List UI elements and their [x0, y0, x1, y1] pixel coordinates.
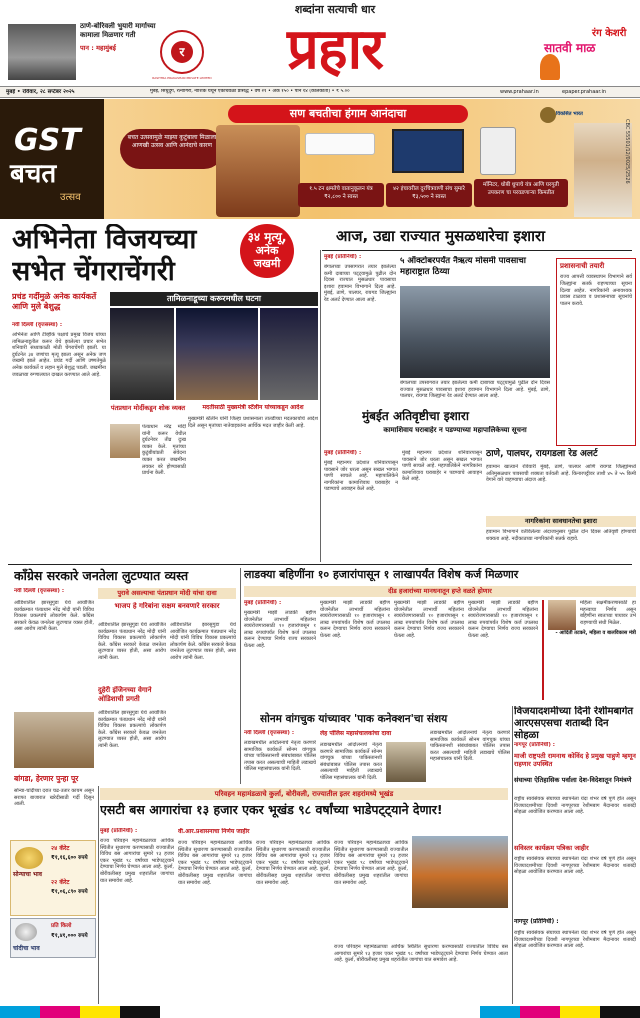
edition-line: मुंबई • रविवार, २८ सप्टेंबर २०२५: [6, 89, 75, 95]
gold-coin-icon: [15, 847, 43, 869]
wangchuk-body-3: लडाखमधील आंदोलनाचे नेतृत्व करणारे सामाजिक कार्यकर्ते सोनम वांगचुक यांच्या पाकिस्तानशी संबंधांबाबत पोलिस तपास करत असल्याची माहिती लडाखचे पोलिस महासंचालक यांनी दिली.: [430, 730, 510, 763]
congress-body-2: ओडिशातील झारसुगुडा येथे आयोजित कार्यक्रमात पंतप्रधान नरेंद्र मोदी यांनी विविध विकास प्रकल्पांचे लोकार्पण केले. काँग्रेस सरकारे केवळ जनतेला लुटण्यात व्यस्त होती, असा आरोप त्यांनी केला.: [98, 622, 166, 661]
product3-label: मॉनिटर, धोबी धुपाचे यंत्र आणि घरगुती उपकरण चा परवडणाऱ्या किमतीत: [474, 179, 568, 207]
sidebar-notice: [556, 258, 636, 446]
modi-speech-photo: [14, 712, 94, 768]
ladki-body-2: मुख्यमंत्री माझी लाडकी बहीण योजनेतील लाभार्थी महिलांना स्वयंरोजगारासाठी १० हजारांपासून १ लाख रुपयांपर्यंत विशेष कर्ज उपलब्ध करून देण्याचा निर्णय राज्य सरकारने घेतला आहे.: [320, 600, 390, 639]
bus-body-5: राज्य परिवहन महामंडळाच्या आर्थिक स्थितीत सुधारणा करण्यासाठी राज्यातील विविध बस आगारांचा सुमारे १३ हजार एकर भूखंड ९८ वर्षांच्या भाडेपट्ट्याने देण्याचा निर्णय घेण्यात आला आहे. कुर्ला, बोरीवलीसह प्रमुख शहरांतील जागांचा यात समावेश आहे.: [334, 944, 508, 964]
minister-photo: [548, 600, 576, 630]
vijay-strip: तामिळनाडूच्या करूरमधील घटना: [110, 292, 318, 306]
red-alert-box-body: हवामान विभागाने वर्तविलेल्या अंदाजानुसार पुढील दोन दिवस अतिवृष्टी होण्याची शक्यता आहे. नदीकाठच्या नागरिकांनी सतर्क राहावे.: [486, 529, 636, 542]
rss-sub-title: नागपूर (प्रतिनिधी) :: [514, 918, 559, 925]
gold-carat: २४ कॅरेट: [51, 845, 70, 852]
ladki-headline[interactable]: लाडक्या बहिणींना १० हजारांपासून १ लाखापर्यंत विशेष कर्ज मिळणार: [244, 568, 519, 581]
vijay-box1-body: पंतप्रधान नरेंद्र मोदी यांनी करूर येथील दुर्घटनेवर तीव्र दुःख व्यक्त केले. मृतांच्या कुटुंबीयांप्रती संवेदना व्यक्त करत जखमींना लवकर बरे होण्यासाठी प्रार्थना केली.: [142, 424, 186, 477]
rain-headline[interactable]: आज, उद्या राज्यात मुसळधारेचा इशारा: [336, 227, 545, 245]
gov-emblem: [540, 107, 556, 123]
ad-code: CBC 55501/12/0025/2526: [624, 119, 630, 184]
product2-label: ४२ इंचावरील दूरचित्रवाणी संच सुमारे ₹३,५०० ने स्वस्त: [386, 183, 472, 207]
promo-dancer-icon: [540, 54, 560, 80]
washer-image: [480, 127, 516, 175]
red-alert-headline[interactable]: ठाणे, पालघर, रायगडला रेड अलर्ट: [486, 449, 598, 459]
epaper-link[interactable]: epaper.prahaar.in: [562, 89, 607, 95]
masthead: [0, 0, 640, 94]
color-bar-magenta: [40, 1006, 80, 1018]
wangchuk-photo: [386, 742, 426, 782]
rain-body: बंगालच्या उपसागरात तयार झालेल्या कमी दाबाच्या पट्ट्यामुळे पुढील दोन दिवस राज्यात मुसळधार पावसाचा इशारा हवामान विभागाने दिला आहे. मुंबई, ठाणे, पालघर, रायगड जिल्ह्यांना रेड अलर्ट देण्यात आला आहे.: [324, 264, 396, 303]
rss-sub1: माजी राष्ट्रपती रामनाथ कोविंद हे प्रमुख पाहुणे म्हणून राहणार उपस्थित: [514, 752, 636, 768]
cities-line: मुंबई, सिंधुदुर्ग, रत्नागिरी, नाशिक येथून एकाचवेळी प्रसिद्ध • वर्ष २१ • अंक १५० • पाने १४ (कोलकाता) • ₹ ५.००: [150, 89, 350, 94]
gold-carat2: २२ कॅरेट: [51, 879, 70, 886]
market-body: सोन्या-चांदीच्या दरात चढ-उतार कायम असून सराफा बाजारात खरेदीसाठी गर्दी दिसून आली.: [14, 788, 94, 808]
ladki-quote-author: - आदिती तटकरे, महिला व बालविकास मंत्री: [555, 630, 636, 637]
rss-sub2: संघाच्या ऐतिहासिक पर्वाला देश-विदेशातून निमंत्रणे: [514, 776, 632, 784]
right-promo: [540, 24, 636, 86]
wangchuk-body-2: लडाखमधील आंदोलनाचे नेतृत्व करणारे सामाजिक कार्यकर्ते सोनम वांगचुक यांच्या पाकिस्तानशी संबंधांबाबत पोलिस तपास करत असल्याची माहिती लडाखचे पोलिस महासंचालक यांनी दिली.: [320, 742, 382, 781]
wangchuk-headline[interactable]: सोनम वांगचुक यांच्यावर 'पाक कनेक्शन'चा संशय: [260, 713, 448, 725]
gst-ad-banner[interactable]: [0, 99, 640, 219]
left-teaser-page-ref: पान : महामुंबई: [80, 44, 116, 52]
gst-block: [0, 99, 104, 219]
bus-dateline: मुंबई (प्रतिनिधी) :: [100, 828, 138, 834]
silver-unit: प्रति किलो: [51, 923, 72, 929]
congress-sub2: दुहेरी इंजिनच्या वेगाने ओडिशाची प्रगती: [98, 686, 152, 703]
promo-line1: सातवी माळ: [544, 41, 596, 55]
left-teaser-photo: [8, 24, 76, 80]
congress-body: ओडिशातील झारसुगुडा येथे आयोजित कार्यक्रमात पंतप्रधान नरेंद्र मोदी यांनी विविध विकास प्रकल्पांचे लोकार्पण केले. काँग्रेस सरकारे केवळ जनतेला लुटण्यात व्यस्त होती, असा आरोप त्यांनी केला.: [14, 600, 94, 633]
sidebar-title: प्रशासनाची तयारी: [560, 262, 605, 270]
promo-line2: रंग केशरी: [592, 28, 627, 39]
ladki-body-4: मुख्यमंत्री माझी लाडकी बहीण योजनेतील लाभार्थी महिलांना स्वयंरोजगारासाठी १० हजारांपासून १ लाख रुपयांपर्यंत विशेष कर्ज उपलब्ध करून देण्याचा निर्णय राज्य सरकारने घेतला आहे.: [468, 600, 538, 639]
website-link[interactable]: www.prahaar.in: [500, 89, 539, 95]
congress-strip: पुरावे असल्याचा पंतप्रधान मोदी यांचा दावा: [98, 588, 236, 599]
rain-dateline: मुंबई (प्रतिनिधी) :: [324, 254, 362, 260]
ladki-quote: महिला सक्षमीकरणासाठी हा महत्त्वाचा निर्णय असून बहिणींना स्वतःच्या पायावर उभे राहण्याची संधी मिळेल.: [580, 600, 636, 626]
ad-headline: सण बचतीचा हंगाम आनंदाचा: [228, 105, 468, 123]
bus-body-3: राज्य परिवहन महामंडळाच्या आर्थिक स्थितीत सुधारणा करण्यासाठी राज्यातील विविध बस आगारांचा सुमारे १३ हजार एकर भूखंड ९८ वर्षांच्या भाडेपट्ट्याने देण्याचा निर्णय घेण्यात आला आहे. कुर्ला, बोरीवलीसह प्रमुख शहरांतील जागांचा यात समावेश आहे.: [256, 840, 330, 886]
vijay-box2-body: मुख्यमंत्री स्टॅलीन यांनी जिल्हा प्रशासनाला तातडीच्या मदतकार्याचे आदेश दिले असून मृतांच्या नातेवाइकांना आर्थिक मदत जाहीर केली आहे.: [188, 416, 318, 429]
gold-label: सोन्याचा भाव: [13, 871, 42, 878]
color-bar-magenta-2: [520, 1006, 560, 1018]
bus-headline[interactable]: एसटी बस आगारांचा १३ हजार एकर भूखंड ९८ वर्षांच्या भाडेपट्ट्याने देणार!: [100, 802, 443, 817]
market-title: बांगडा, हेरणार पुन्हा पूर: [14, 774, 79, 783]
gst-sub2: उत्सव: [60, 192, 81, 203]
ladki-quote-box: [542, 600, 636, 700]
vijay-dateline: नवी दिल्ली (वृत्तसंस्था) :: [12, 322, 63, 328]
gold-box: [10, 840, 96, 916]
red-alert-body: हवामान खात्याने रविवारी मुंबई, ठाणे, पालघर आणि रायगड जिल्ह्यांमध्ये अतिमुसळधार पावसाची शक्यता वर्तवली आहे. किनारपट्टीवर ताशी ४५ ते ५५ किमी वेगाने वारे वाहण्याचा अंदाज आहे.: [486, 464, 636, 484]
badge-line2: अनेक: [255, 244, 279, 257]
masthead-tagline: शब्दांना सत्याची धार: [294, 3, 376, 16]
wangchuk-body: लडाखमधील आंदोलनाचे नेतृत्व करणारे सामाजिक कार्यकर्ते सोनम वांगचुक यांच्या पाकिस्तानशी संबंधांबाबत पोलिस तपास करत असल्याची माहिती लडाखचे पोलिस महासंचालक यांनी दिली.: [244, 740, 316, 773]
rain-photo-caption: ५ ऑक्टोबरपर्यंत नैऋत्य मोसमी पावसाचा महाराष्ट्रात ठिय्या: [400, 256, 526, 277]
vijay-body: अभिनेता आणि टीव्हीके पक्षाचे प्रमुख विजय यांच्या तामिळनाडूतील करूर येथे झालेल्या प्रचार सभेत शनिवारी संध्याकाळी मोठी चेंगराचेंगरी झाली. या दुर्घटनेत ३४ जणांचा मृत्यू झाला असून अनेक जण जखमी झाले आहेत. प्रचंड गर्दी आणि उष्णतेमुळे अनेक कार्यकर्ते व लहान मुले बेशुद्ध पडली. जखमींना जवळच्या रुग्णालयात दाखल करण्यात आले आहे.: [12, 332, 106, 378]
silver-label: चांदीचा भाव: [13, 945, 40, 952]
gov-tag: विकसित भारत: [556, 111, 583, 117]
bus-depot-photo: [412, 836, 508, 908]
red-alert-box-title: नागरिकांना सावधानतेचा इशारा: [486, 516, 636, 527]
congress-body-3: ओडिशातील झारसुगुडा येथे आयोजित कार्यक्रमात पंतप्रधान नरेंद्र मोदी यांनी विविध विकास प्रकल्पांचे लोकार्पण केले. काँग्रेस सरकारे केवळ जनतेला लुटण्यात व्यस्त होती, असा आरोप त्यांनी केला.: [98, 710, 166, 749]
silver-box: [10, 918, 96, 958]
gst-title: GST: [14, 123, 81, 158]
vijay-badge: [240, 224, 294, 278]
ac-unit-image: [305, 133, 375, 155]
bus-body: राज्य परिवहन महामंडळाच्या आर्थिक स्थितीत सुधारणा करण्यासाठी राज्यातील विविध बस आगारांचा सुमारे १३ हजार एकर भूखंड ९८ वर्षांच्या भाडेपट्ट्याने देण्याचा निर्णय घेण्यात आला आहे. कुर्ला, बोरीवलीसह प्रमुख शहरांतील जागांचा यात समावेश आहे.: [100, 838, 174, 884]
color-bar-black-2: [600, 1006, 640, 1018]
ladki-dateline: मुंबई (प्रतिनिधी) :: [244, 600, 282, 606]
modi-thumbnail: [110, 424, 140, 458]
rss-body-2: राष्ट्रीय स्वयंसेवक संघाच्या स्थापनेला यंदा शंभर वर्षे पूर्ण होत असून विजयादशमीच्या दिवशी नागपूरच्या रेशीमबाग मैदानावर शताब्दी सोहळा आयोजित करण्यात आला आहे.: [514, 856, 636, 876]
bus-kicker: परिवहन महामंडळाचे कुर्ला, बोरीवली, राज्यातील इतर शहरांमध्ये भूखंड: [100, 788, 508, 800]
mumbai-alert-headline[interactable]: मुंबईत अतिवृष्टीचा इशारा: [362, 409, 469, 423]
mumbai-alert-body-2: मुंबई महानगर प्रदेशात शनिवारपासून पावसाने जोर धरला असून सखल भागात पाणी साचले आहे. महापालिकेने नागरिकांना कामाशिवाय घराबाहेर न पडण्याचे आवाहन केले आहे.: [402, 450, 482, 483]
vijay-subhead: प्रचंड गर्दीमुळे अनेक कार्यकर्ते आणि मुले बेशुद्ध: [12, 292, 97, 311]
vijay-photo-right: [260, 308, 318, 400]
color-bar-cyan: [0, 1006, 40, 1018]
ladki-strip: दीड हजारांच्या मानधनातून हप्ते वळते होणार: [244, 586, 636, 597]
badge-line3: जखमी: [253, 257, 281, 270]
congress-sub1: भाजप हे गरिबांना सक्षम बनवणारे सरकार: [114, 602, 220, 610]
edition-bar: [0, 86, 640, 98]
color-bar-yellow-2: [560, 1006, 600, 1018]
publisher-seal: र: [160, 30, 204, 74]
mumbai-alert-body: मुंबई महानगर प्रदेशात शनिवारपासून पावसाने जोर धरला असून सखल भागात पाणी साचले आहे. महापालिकेने नागरिकांना कामाशिवाय घराबाहेर न पडण्याचे आवाहन केले आहे.: [324, 460, 398, 493]
wangchuk-sub: लेह पोलिस महासंचालकांचा दावा: [320, 730, 392, 737]
rss-body-3: राष्ट्रीय स्वयंसेवक संघाच्या स्थापनेला यंदा शंभर वर्षे पूर्ण होत असून विजयादशमीच्या दिवशी नागपूरच्या रेशीमबाग मैदानावर शताब्दी सोहळा आयोजित करण्यात आला आहे.: [514, 930, 636, 950]
color-bar-yellow: [80, 1006, 120, 1018]
rss-dateline: नागपूर (प्रतिनिधी) :: [514, 742, 555, 748]
ladki-body-3: मुख्यमंत्री माझी लाडकी बहीण योजनेतील लाभार्थी महिलांना स्वयंरोजगारासाठी १० हजारांपासून १ लाख रुपयांपर्यंत विशेष कर्ज उपलब्ध करून देण्याचा निर्णय राज्य सरकारने घेतला आहे.: [394, 600, 464, 639]
mumbai-alert-dateline: मुंबई (प्रतिनिधी) :: [324, 450, 362, 456]
vijay-box1-title: पंतप्रधान मोदींकडून शोक व्यक्त: [110, 404, 186, 412]
color-bar-cyan-2: [480, 1006, 520, 1018]
congress-body-4: ओडिशातील झारसुगुडा येथे आयोजित कार्यक्रमात पंतप्रधान नरेंद्र मोदी यांनी विविध विकास प्रकल्पांचे लोकार्पण केले. काँग्रेस सरकारे केवळ जनतेला लुटण्यात व्यस्त होती, असा आरोप त्यांनी केला.: [170, 622, 236, 661]
gold-price: ₹१,१६,६०० रुपये: [51, 855, 88, 861]
vijay-headline[interactable]: अभिनेता विजयच्या सभेत चेंगराचेंगरी: [12, 224, 197, 287]
gst-sub: बचत: [10, 159, 57, 189]
rain-photo-sub: बंगालच्या उपसागरात तयार झालेल्या कमी दाबाच्या पट्ट्यामुळे पुढील दोन दिवस राज्यात मुसळधार पावसाचा इशारा हवामान विभागाने दिला आहे. मुंबई, ठाणे, पालघर, रायगड जिल्ह्यांना रेड अलर्ट देण्यात आला आहे.: [400, 380, 550, 400]
sidebar-body: राज्य आपत्ती व्यवस्थापन विभागाने सर्व जिल्ह्यांना सतर्क राहण्याच्या सूचना दिल्या आहेत. नागरिकांनी अनावश्यक प्रवास टाळावा व प्रशासनाच्या सूचनांचे पालन करावे.: [560, 274, 632, 307]
left-teaser-headline: ठाणे-बोरिवली भुयारी मार्गाच्या कामाला मिळणार गती: [80, 22, 156, 39]
gold-price2: ₹१,०६,८९० रुपये: [51, 889, 88, 895]
seal-text: RASHTRA PRAKASHAN PRIVATE LIMITED: [152, 76, 212, 80]
mumbai-alert-subhead: कामाशिवाय घराबाहेर न पडण्याच्या महापालिकेच्या सूचना: [383, 426, 527, 434]
bus-body-2: राज्य परिवहन महामंडळाच्या आर्थिक स्थितीत सुधारणा करण्यासाठी राज्यातील विविध बस आगारांचा सुमारे १३ हजार एकर भूखंड ९८ वर्षांच्या भाडेपट्ट्याने देण्याचा निर्णय घेण्यात आला आहे. कुर्ला, बोरीवलीसह प्रमुख शहरांतील जागांचा यात समावेश आहे.: [178, 840, 252, 886]
masthead-title: प्रहार: [286, 16, 383, 82]
family-photo: [216, 125, 300, 217]
rain-photo: [400, 286, 550, 378]
color-bar-black: [120, 1006, 160, 1018]
product1-label: १.५ टन क्षमतेचे वातानुकूलन यंत्र ₹२,८०० ने स्वस्त: [298, 183, 384, 207]
rss-headline[interactable]: विजयादशमीच्या दिनी रेशीमबागेत आरएसएसचा शताब्दी दिन सोहळा: [514, 706, 634, 740]
vijay-photo-mid: [176, 308, 258, 400]
wangchuk-dateline: नवी दिल्ली (वृत्तसंस्था) :: [244, 730, 295, 736]
vijay-photo-left: [110, 308, 174, 400]
vijay-box2-title: मदतीसाठी मुख्यमंत्री स्टॅलीन यांच्याकडून आदेश: [202, 404, 304, 411]
tv-image: [392, 129, 464, 173]
badge-line1: ३४ मृत्यू,: [247, 230, 287, 244]
section-rule: [8, 564, 632, 565]
bus-body-4: राज्य परिवहन महामंडळाच्या आर्थिक स्थितीत सुधारणा करण्यासाठी राज्यातील विविध बस आगारांचा सुमारे १३ हजार एकर भूखंड ९८ वर्षांच्या भाडेपट्ट्याने देण्याचा निर्णय घेण्यात आला आहे. कुर्ला, बोरीवलीसह प्रमुख शहरांतील जागांचा यात समावेश आहे.: [334, 840, 408, 886]
silver-price: ₹१,४१,००० रुपये: [51, 933, 88, 939]
ladki-body: मुख्यमंत्री माझी लाडकी बहीण योजनेतील लाभार्थी महिलांना स्वयंरोजगारासाठी १० हजारांपासून १ लाख रुपयांपर्यंत विशेष कर्ज उपलब्ध करून देण्याचा निर्णय राज्य सरकारने घेतला आहे.: [244, 610, 316, 649]
rss-body: राष्ट्रीय स्वयंसेवक संघाच्या स्थापनेला यंदा शंभर वर्षे पूर्ण होत असून विजयादशमीच्या दिवशी नागपूरच्या रेशीमबाग मैदानावर शताब्दी सोहळा आयोजित करण्यात आला आहे.: [514, 796, 636, 816]
congress-dateline: नवी दिल्ली (वृत्तसंस्था) :: [14, 588, 65, 594]
silver-coin-icon: [15, 923, 37, 941]
left-teaser[interactable]: [80, 22, 158, 82]
family-text: बचत उत्सवामुळे माझ्या कुटुंबाला मिळाला आणखी उत्सव आणि आनंदाचे कारण: [120, 129, 224, 169]
congress-headline[interactable]: काँग्रेस सरकारे जनतेला लुटण्यात व्यस्त: [14, 568, 189, 583]
rss-sub3: सविस्तर कार्यक्रम पत्रिका जाहीर: [514, 844, 589, 852]
bus-sub: वी.आर.प्रशासनाचा निर्णय जाहीर: [178, 828, 250, 835]
